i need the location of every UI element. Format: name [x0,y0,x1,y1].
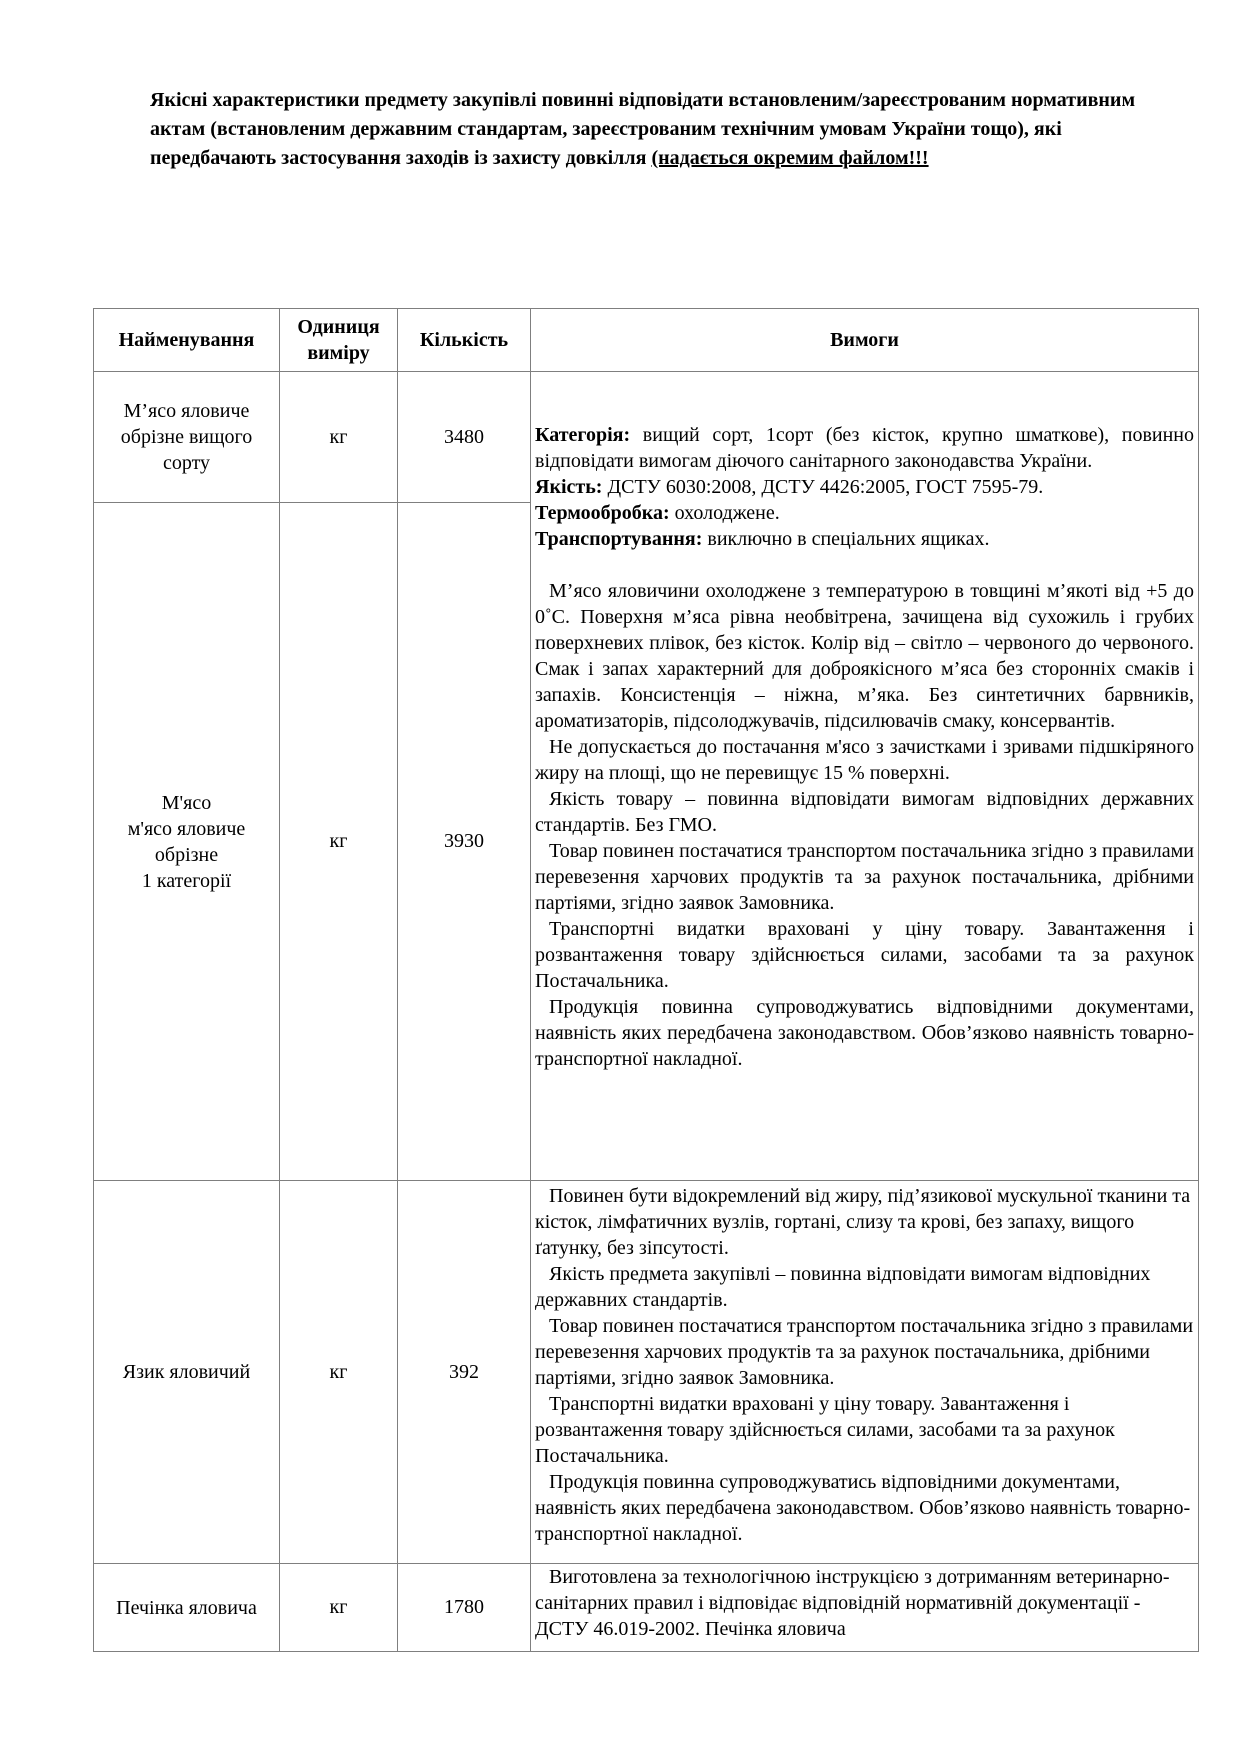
row-2-qty: 3930 [398,503,531,1181]
requirements-liver [531,1564,1199,1652]
req-paragraph: М’ясо яловичини охолоджене з температурою в товщині м’якоті від +5 до 0˚С. Поверхня м’яса рівна необвітрена, зачищена від сухожиль і грубих поверхневих плівок, без кісток. Колір від – світло – червоного до червоного. Смак і запах характерний для доброякісного м’яса без сторонніх смаків і запахів. Консистенція – ніжна, м’яка. Без синтетичних барвників, ароматизаторів, підсолоджувачів, підсилювачів смаку, консервантів. [535,580,1194,732]
table-row [94,1564,1199,1652]
req-transport-label: Транспортування: [535,528,703,550]
header-name: Найменування [94,309,280,372]
req-transport-text: виключно в спеціальних ящиках. [702,528,990,550]
intro-paragraph [150,86,1140,173]
header-unit: Одиниця виміру [280,309,398,372]
header-qty: Кількість [398,309,531,372]
req-category-text: вищий сорт, 1сорт (без кісток, крупно шматкове), повинно відповідати вимогам діючого санітарного законодавства України. [535,424,1194,472]
row-1-unit: кг [280,372,398,503]
requirements-table [93,308,1199,1652]
requirements-beef [531,372,1199,1181]
row-3-name: Язик яловичий [94,1181,280,1564]
req-thermal-label: Термообробка: [535,502,670,524]
req-category [535,422,1194,474]
req-category-label: Категорія: [535,424,631,446]
req-thermal [535,500,1194,526]
row-2-name [94,503,280,1181]
row-3-qty: 392 [398,1181,531,1564]
row-2-name-line: М'ясо [161,791,212,814]
intro-note-underlined: (надається окремим файлом!!! [651,147,929,169]
req-paragraph: Якість товару – повинна відповідати вимогам відповідних державних стандартів. Без ГМО. [535,788,1194,836]
row-2-name-line: обрізне [154,843,219,866]
req-paragraph: Продукція повинна супроводжуватись відповідними документами, наявність яких передбачена законодавством. Обов’язково наявність товарно-транспортної накладної. [535,996,1194,1070]
table-row [94,1181,1199,1564]
row-4-qty: 1780 [398,1564,531,1652]
req-quality-text: ДСТУ 6030:2008, ДСТУ 4426:2005, ГОСТ 7595-79. [602,476,1044,498]
req-paragraph: Продукція повинна супроводжуватись відповідними документами, наявність яких передбачена законодавством. Обов’язково наявність товарно-транспортної накладної. [535,1471,1191,1545]
req-paragraph: Товар повинен постачатися транспортом постачальника згідно з правилами перевезення харчових продуктів та за рахунок постачальника, дрібними партіями, згідно заявок Замовника. [535,840,1194,914]
req-quality [535,474,1194,500]
intro-text: Якісні характеристики предмету закупівлі повинні відповідати встановленим/зареєстрованим нормативним актам (встановленим державним стандартам, зареєстрованим технічним умовам України тощо), які передбачають застосування заходів із захисту довкілля [150,89,1136,169]
row-1-qty: 3480 [398,372,531,503]
row-4-unit: кг [280,1564,398,1652]
req-transport [535,526,1194,552]
requirements-tongue [531,1181,1199,1564]
req-quality-label: Якість: [535,476,603,498]
row-2-unit: кг [280,503,398,1181]
table-row [94,372,1199,503]
req-paragraph: Товар повинен постачатися транспортом постачальника згідно з правилами перевезення харчових продуктів та за рахунок постачальника, дрібними партіями, згідно заявок Замовника. [535,1315,1194,1389]
row-1-name: М’ясо яловиче обрізне вищого сорту [94,372,280,503]
row-4-name: Печінка яловича [94,1564,280,1652]
req-paragraph: Якість предмета закупівлі – повинна відповідати вимогам відповідних державних стандартів. [535,1263,1151,1311]
req-paragraph: Повинен бути відокремлений від жиру, під’язикової мускульної тканини та кісток, лімфатичних вузлів, гортані, слизу та крові, без запаху, вищого ґатунку, без зіпсутості. [535,1185,1191,1259]
req-paragraph: Виготовлена за технологічною інструкцією з дотриманням ветеринарно-санітарних правил і відповідає відповідній нормативній документації - ДСТУ 46.019-2002. Печінка яловича [535,1566,1170,1640]
row-2-name-line: м'ясо яловиче [127,817,246,840]
header-requirements: Вимоги [531,309,1199,372]
req-thermal-text: охолоджене. [669,502,780,524]
row-3-unit: кг [280,1181,398,1564]
req-paragraph: Транспортні видатки враховані у ціну товару. Завантаження і розвантаження товару здійснюється силами, засобами та за рахунок Постачальника. [535,1393,1115,1467]
req-paragraph: Транспортні видатки враховані у ціну товару. Завантаження і розвантаження товару здійснюється силами, засобами та за рахунок Постачальника. [535,918,1194,992]
req-paragraph: Не допускається до постачання м'ясо з зачистками і зривами підшкіряного жиру на площі, що не перевищує 15 % поверхні. [535,736,1194,784]
table-header-row [94,309,1199,372]
row-2-name-line: 1 категорії [141,869,232,892]
